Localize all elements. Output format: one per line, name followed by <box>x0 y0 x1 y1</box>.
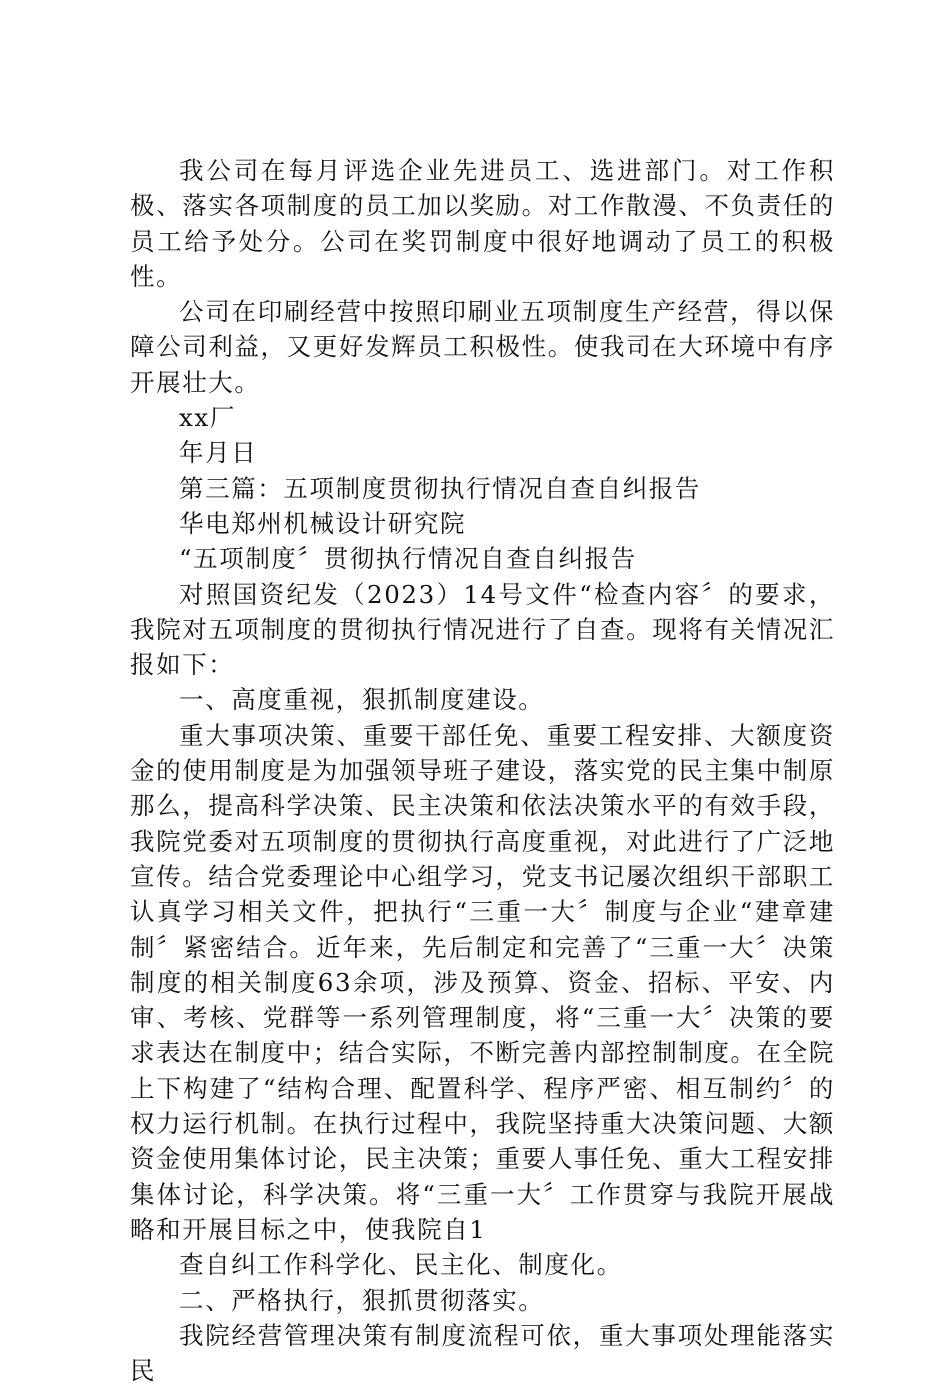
paragraph-last: 我院经营管理决策有制度流程可依，重大事项处理能落实民 <box>130 1320 835 1386</box>
paragraph-continuation: 查自纠工作科学化、民主化、制度化。 <box>179 1250 623 1280</box>
paragraph-main: 重大事项决策、重要干部任免、重要工程安排、大额度资金的使用制度是为加强领导班子建设，落实党的民主集中制原那么，提高科学决策、民主决策和依法决策水平的有效手段，我院党委对五项制度的贯彻执行高度重视，对此进行了广泛地宣传。结合党委理论中心组学习，党支书记屡次组织干部职工认真学习相关文件，把执行“三重一大〞制度与企业“建章建制〞紧密结合。近年来，先后制定和完善了“三重一大〞决策制度的相关制度63余项，涉及预算、资金、招标、平安、内审、考核、党群等一系列管理制度，将“三重一大〞决策的要求表达在制度中；结合实际，不断完善内部控制制度。在全院上下构建了“结构合理、配置科学、程序严密、相互制约〞的权力运行机制。在执行过程中，我院坚持重大决策问题、大额资金使用集体讨论，民主决策；重要人事任免、重大工程安排集体讨论，科学决策。将“三重一大〞工作贯穿与我院开展战略和开展目标之中，使我院自1 <box>130 720 835 1244</box>
section-heading: 第三篇：五项制度贯彻执行情况自查自纠报告 <box>179 473 701 503</box>
signature-date: 年月日 <box>179 438 258 468</box>
heading-two: 二、严格执行，狠抓贯彻落实。 <box>179 1285 545 1315</box>
paragraph-printing-business: 公司在印刷经营中按照印刷业五项制度生产经营，得以保障公司利益，又更好发辉员工积极性。使我司在大环境中有序开展壮大。 <box>130 297 835 397</box>
document-body <box>130 153 835 1388</box>
paragraph-rewards: 我公司在每月评选企业先进员工、选进部门。对工作积极、落实各项制度的员工加以奖励。对工作散漫、不负责任的员工给予处分。公司在奖罚制度中很好地调动了员工的积极性。 <box>130 156 835 291</box>
report-title: “五项制度〞贯彻执行情况自查自纠报告 <box>179 544 637 574</box>
paragraph-intro: 对照国资纪发（2023）14号文件“检查内容〞的要求，我院对五项制度的贯彻执行情况进行了自查。现将有关情况汇报如下： <box>130 579 835 680</box>
heading-one: 一、高度重视，狠抓制度建设。 <box>179 685 545 715</box>
organization-name: 华电郑州机械设计研究院 <box>179 508 467 538</box>
signature-factory: xx厂 <box>179 403 236 433</box>
